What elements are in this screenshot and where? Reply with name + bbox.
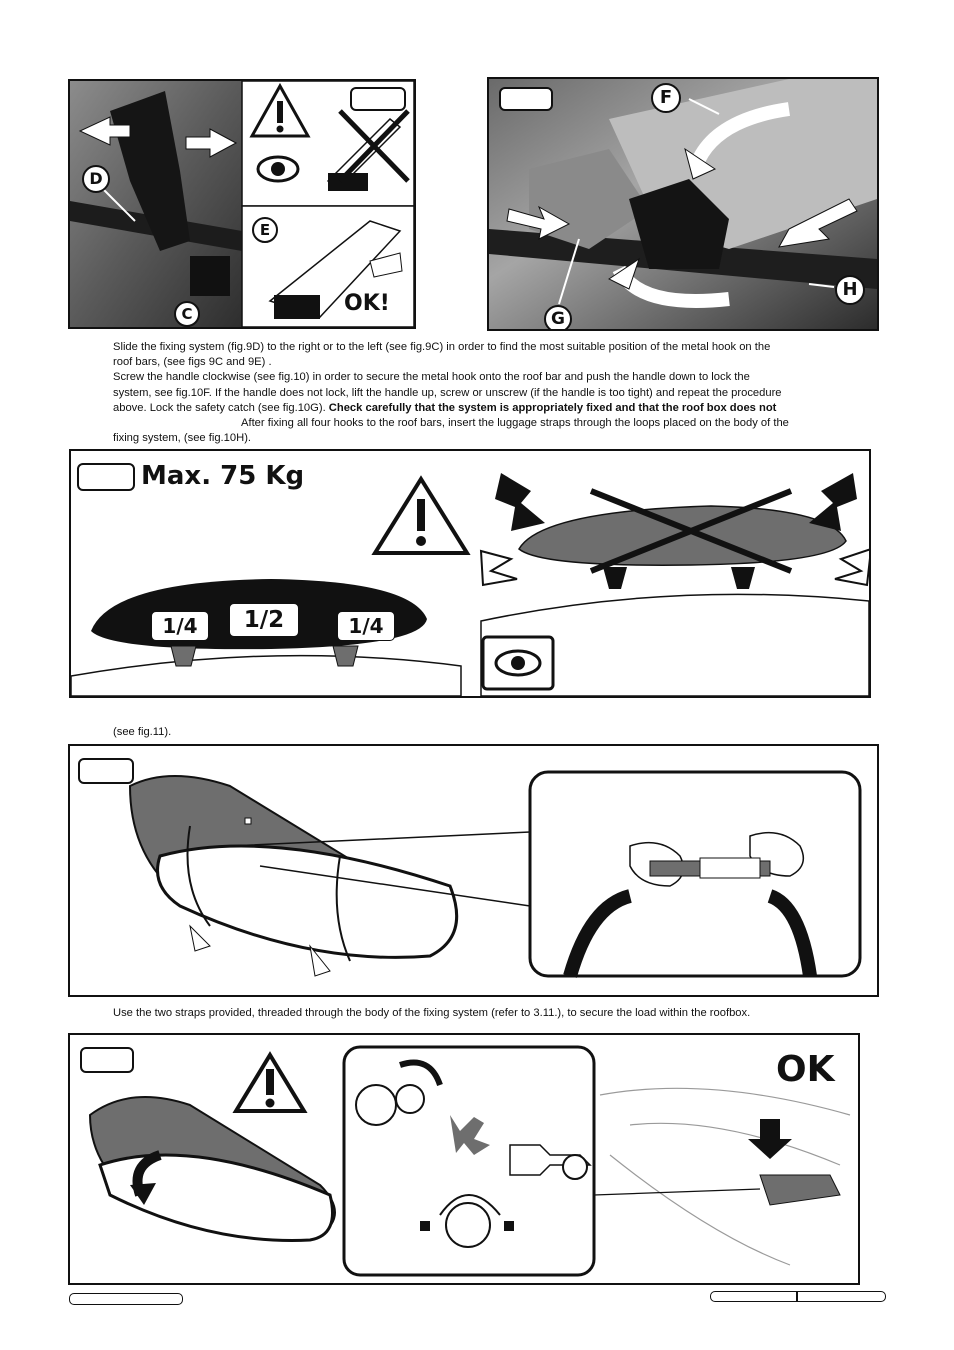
callout-e <box>252 217 278 243</box>
footer-divider <box>796 1291 798 1302</box>
callout-e-label: E <box>259 221 271 239</box>
instruction-line: system, see fig.10F. If the handle does not lock, lift the handle up, screw or unscrew (if the handle is too tight) and repeat the procedure <box>113 386 782 399</box>
instruction-line: fixing system, (see fig.10H). <box>113 432 252 445</box>
callout-h-label: H <box>842 279 858 300</box>
callout-c-label: C <box>181 305 193 323</box>
lock-ok-label: OK <box>776 1049 835 1090</box>
figure-11-illustration <box>70 746 877 995</box>
footer-right-box <box>710 1291 886 1302</box>
figure-9-fixing-system <box>68 79 416 329</box>
instruction-line: Screw the handle clockwise (see fig.10) in order to secure the metal hook onto the roof bar and push the handle down to lock the <box>113 371 750 384</box>
see-fig11: (see fig.11). <box>113 726 172 738</box>
callout-h <box>835 275 865 305</box>
instruction-line: roof bars, (see figs 9C and 9E) . <box>113 356 272 369</box>
ok-label: OK! <box>344 291 390 316</box>
load-distribution-illustration <box>71 451 869 696</box>
straps-instruction: Use the two straps provided, threaded through the body of the fixing system (refer to 3.11.), to secure the load within the roofbox. <box>113 1007 751 1019</box>
callout-g-label: G <box>551 309 565 329</box>
callout-g <box>544 305 572 331</box>
load-share-center-label: 1/2 <box>243 607 285 633</box>
figure-10-handle-lock <box>487 77 879 331</box>
figure-tag-9 <box>350 87 406 111</box>
callout-d <box>82 165 110 193</box>
callout-d-label: D <box>89 169 103 188</box>
load-share-left-label: 1/4 <box>162 614 198 638</box>
load-share-center <box>229 603 299 637</box>
lock-illustration <box>70 1035 858 1283</box>
callout-f-label: F <box>659 87 673 108</box>
load-share-right-label: 1/4 <box>348 614 384 638</box>
callout-c <box>174 301 200 327</box>
callout-f <box>651 83 681 113</box>
max-load-label: Max. 75 Kg <box>141 461 305 491</box>
instruction-warning: Check carefully that the system is appropriately fixed and that the roof box does not <box>328 401 777 414</box>
figure-lock <box>68 1033 860 1285</box>
figure-10-illustration <box>489 79 877 329</box>
figure-11-straps <box>68 744 879 997</box>
instruction-text: above. Lock the safety catch (see fig.10G). <box>113 401 329 414</box>
instruction-line <box>113 401 893 416</box>
load-share-right <box>337 611 395 641</box>
load-share-left <box>151 611 209 641</box>
fixing-instructions <box>113 340 893 446</box>
instruction-line: After fixing all four hooks to the roof bars, insert the luggage straps through the loops placed on the body of the <box>241 417 789 430</box>
footer-left-box <box>69 1293 183 1305</box>
instruction-line: Slide the fixing system (fig.9D) to the right or to the left (see fig.9C) in order to find the most suitable position of the metal hook on the <box>113 341 771 353</box>
figure-load-distribution <box>69 449 871 698</box>
figure-tag-10 <box>499 87 553 111</box>
